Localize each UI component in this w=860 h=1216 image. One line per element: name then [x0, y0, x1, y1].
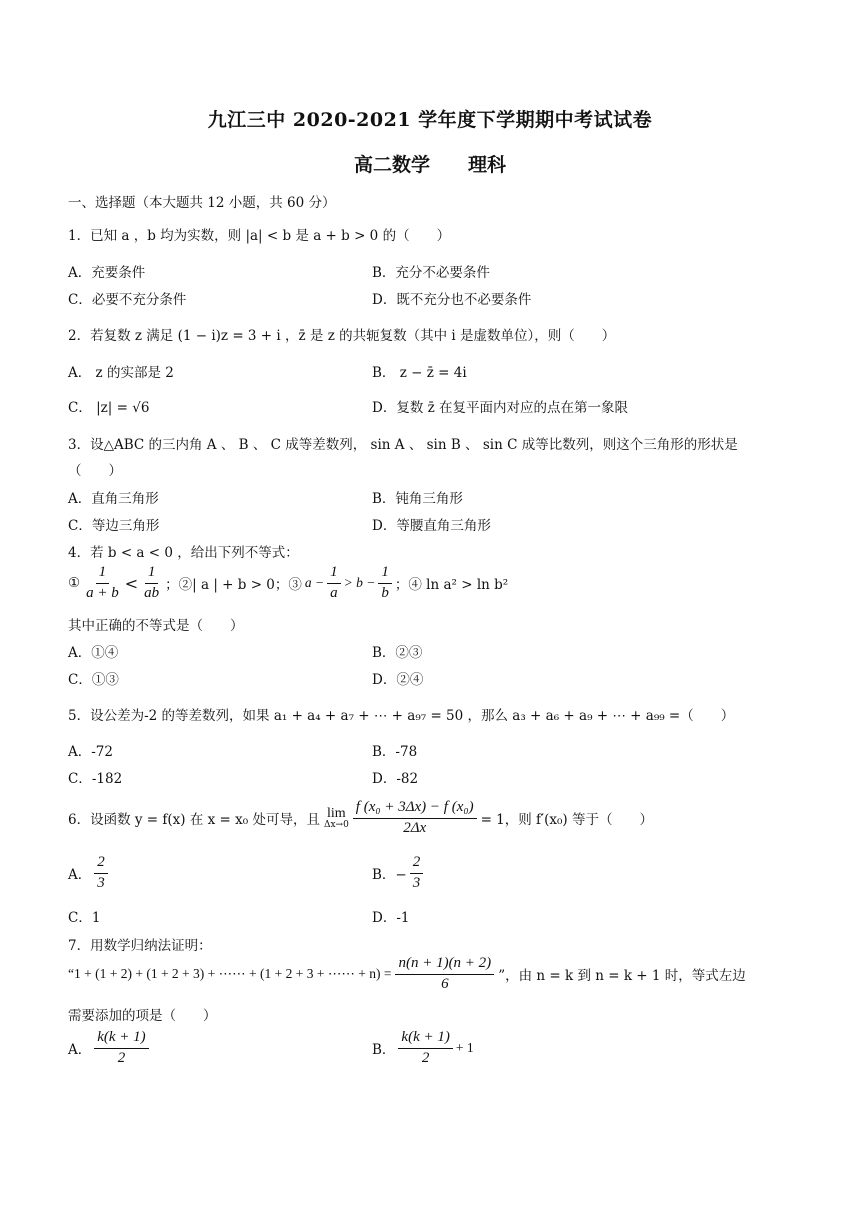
question-2-option-c: C． |z| = √6	[68, 400, 150, 416]
fraction-denominator: a	[330, 584, 338, 601]
exam-subtitle: 高二数学 理科	[353, 154, 506, 176]
question-2-option-b: B． z − z̄ = 4i	[372, 365, 467, 381]
question-5-option-d: D．-82	[372, 771, 419, 787]
question-3-option-c: C．等边三角形	[68, 518, 160, 534]
inequality-1-marker: ①	[68, 575, 81, 592]
question-3-stem: 3．设△ABC 的三内角 A 、 B 、 C 成等差数列， sin A 、 sin B 、 sin C 成等比数列，则这个三角形的形状是	[68, 437, 738, 453]
limit-subscript: Δx→0	[323, 819, 349, 830]
fraction-numerator: k(k + 1)	[94, 1030, 148, 1049]
question-4-stem: 4．若 b < a < 0 ，给出下列不等式：	[68, 545, 299, 561]
fraction	[398, 1030, 452, 1067]
question-5-option-a: A．-72	[68, 744, 113, 760]
formula-left: “1 + (1 + 2) + (1 + 2 + 3) + ⋯⋯ + (1 + 2 + 3 + ⋯⋯ + n) =	[68, 966, 392, 982]
question-4-prompt: 其中正确的不等式是（ ）	[68, 618, 244, 634]
question-2-stem: 2．若复数 z 满足 (1 − i)z = 3 + i ，z̄ 是 z 的共轭复数（其中 i 是虚数单位），则（ ）	[68, 328, 616, 344]
fraction-numerator: f (x₀ + 3Δx) − f (x₀)	[353, 800, 477, 819]
option-label: A．	[68, 867, 92, 884]
option-label: B．−	[372, 867, 407, 884]
question-7-stem: 7．用数学归纳法证明：	[68, 938, 212, 954]
fraction-numerator: 2	[410, 855, 424, 874]
question-4-option-d: D．②④	[372, 672, 424, 688]
fraction-denominator: 3	[97, 874, 105, 891]
question-7-stem-continued: 需要添加的项是（ ）	[68, 1008, 217, 1024]
question-1-option-c: C．必要不充分条件	[68, 292, 187, 308]
fraction-denominator: 2	[117, 1049, 126, 1066]
section-heading: 一、选择题（本大题共 12 小题，共 60 分）	[68, 195, 336, 211]
question-3-option-a: A．直角三角形	[68, 491, 159, 507]
fraction-denominator: 3	[412, 874, 421, 891]
question-6-stem-post: = 1，则 f′(x₀) 等于（ ）	[480, 812, 653, 829]
fraction-denominator: 6	[441, 975, 449, 992]
question-6-option-c: C．1	[68, 910, 101, 926]
question-2-option-a: A． z 的实部是 2	[68, 365, 174, 381]
limit-operator	[324, 807, 349, 830]
question-1-option-b: B．充分不必要条件	[372, 265, 490, 281]
question-1-stem: 1．已知 a ，b 均为实数，则 |a| < b 是 a + b > 0 的（ ）	[68, 228, 451, 244]
question-5-stem: 5．设公差为-2 的等差数列，如果 a₁ + a₄ + a₇ + ⋯ + a₉₇ = 50 ，那么 a₃ + a₆ + a₉ + ⋯ + a₉₉ =（ ）	[68, 708, 735, 724]
question-4-option-c: C．①③	[68, 672, 119, 688]
question-1-option-d: D．既不充分也不必要条件	[372, 292, 532, 308]
fraction-numerator: 2	[94, 855, 108, 874]
option-suffix: + 1	[455, 1040, 474, 1056]
fraction-denominator: b	[381, 584, 389, 601]
limit-fraction	[353, 800, 477, 837]
question-2-option-d: D．复数 z̄ 在复平面内对应的点在第一象限	[372, 400, 629, 416]
question-6-option-d: D．-1	[372, 910, 410, 926]
question-4-option-b: B．②③	[372, 645, 423, 661]
fraction-denominator: a + b	[86, 584, 119, 601]
formula-right: ”，由 n = k 到 n = k + 1 时，等式左边	[498, 968, 746, 985]
fraction-denominator: 2	[421, 1049, 430, 1066]
fraction	[410, 855, 424, 892]
question-1-option-a: A．充要条件	[68, 265, 146, 281]
fraction	[327, 565, 341, 602]
question-6-option-b	[372, 855, 423, 892]
question-3-stem-continued: （ ）	[68, 463, 122, 479]
fraction-numerator: n(n + 1)(n + 2)	[395, 956, 494, 975]
question-3-option-d: D．等腰直角三角形	[372, 518, 491, 534]
option-label: B．	[372, 1042, 396, 1059]
inequality-3-mid: > b −	[343, 575, 376, 591]
formula-fraction	[395, 956, 494, 993]
question-7-option-b	[372, 1030, 474, 1067]
question-4-option-a: A．①④	[68, 645, 119, 661]
fraction-numerator: 1	[96, 565, 110, 584]
fraction-denominator: ab	[144, 584, 160, 601]
fraction	[94, 855, 108, 892]
question-3-option-b: B．钝角三角形	[372, 491, 463, 507]
question-4-inequalities: ① $\frac{1}{a + b}$ < $\frac{1}{ab}$ ；②| a | + b > 0；③ a − $\frac{1}{a}$ > b − $\frac{1}{b}$ ；④ ln a² > ln b²	[68, 564, 509, 601]
question-7-formula	[68, 956, 746, 993]
fraction-denominator: 2Δx	[403, 819, 427, 836]
fraction-numerator: k(k + 1)	[398, 1030, 452, 1049]
option-label: A．	[68, 1042, 92, 1059]
fraction-numerator: 1	[327, 565, 341, 584]
question-7-option-a	[68, 1030, 149, 1067]
inequality-4: ；④ ln a² > ln b²	[394, 577, 509, 594]
fraction	[83, 565, 122, 602]
inequality-2: ；②| a | + b > 0；③	[165, 577, 302, 594]
limit-label: lim	[327, 805, 346, 821]
question-5-option-c: C．-182	[68, 771, 123, 787]
fraction	[94, 1030, 148, 1067]
exam-title: 九江三中 2020-2021 学年度下学期期中考试试卷	[207, 109, 653, 131]
question-6-option-a	[68, 855, 108, 892]
question-6-stem-pre: 6．设函数 y = f(x) 在 x = x₀ 处可导，且	[68, 812, 320, 829]
inequality-3-left: a −	[304, 575, 325, 591]
fraction	[378, 565, 392, 602]
fraction	[141, 565, 162, 602]
question-6-stem	[68, 800, 653, 837]
question-5-option-b: B．-78	[372, 744, 418, 760]
fraction-numerator: 1	[145, 565, 159, 584]
fraction-numerator: 1	[378, 565, 392, 584]
